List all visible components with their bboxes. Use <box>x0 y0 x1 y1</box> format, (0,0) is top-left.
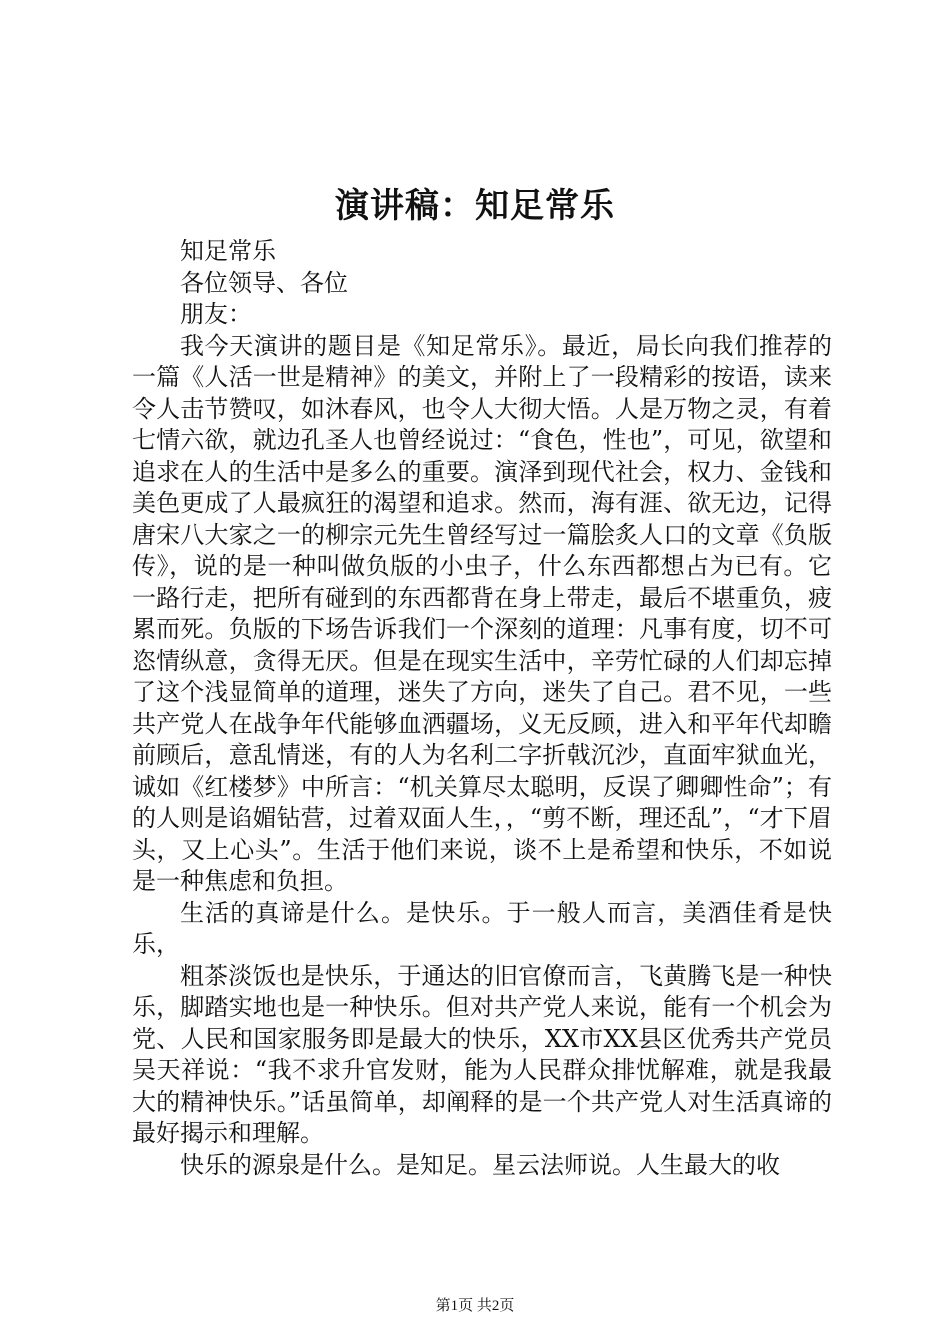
paragraph-source-of-joy: 快乐的源泉是什么。是知足。星云法师说。人生最大的收 <box>180 1150 780 1179</box>
paragraph-happiness: 粗茶淡饭也是快乐，于通达的旧官僚而言，飞黄腾飞是一种快乐，脚踏实地也是一种快乐。但对共产党人来说，能有一个机会为党、人民和国家服务即是最大的快乐，XX市XX县区优秀共产党员吴天祥说：“我不求升官发财，能为人民群众排忧解难，就是我最大的精神快乐。”话虽简单，却阐释的是一个共产党人对生活真谛的最好揭示和理解。 <box>132 961 832 1147</box>
document-title: 演讲稿：知足常乐 <box>335 186 615 226</box>
paragraph-salutation: 各位领导、各位 <box>180 268 348 297</box>
paragraph-heading: 知足常乐 <box>180 237 276 265</box>
page-number-footer: 第1页 共2页 <box>435 1298 515 1314</box>
paragraph-intro: 我今天演讲的题目是《知足常乐》。最近，局长向我们推荐的一篇《人活一世是精神》的美文，并附上了一段精彩的按语，读来令人击节赞叹，如沐春风，也令人大彻大悟。人是万物之灵，有着七情六欲，就边孔圣人也曾经说过：“食色，性也”，可见，欲望和追求在人的生活中是多么的重要。演泽到现代社会，权力、金钱和美色更成了人最疯狂的渴望和追求。然而，海有涯、欲无边，记得唐宋八大家之一的柳宗元先生曾经写过一篇脍炙人口的文章《负版传》，说的是一种叫做负版的小虫子，什么东西都想占为已有。它一路行走，把所有碰到的东西都背在身上带走，最后不堪重负，疲累而死。负版的下场告诉我们一个深刻的道理：凡事有度，切不可恣情纵意，贪得无厌。但是在现实生活中，辛劳忙碌的人们却忘掉了这个浅显简单的道理，迷失了方向，迷失了自己。君不见，一些共产党人在战争年代能够血洒疆场，义无反顾，进入和平年代却瞻前顾后，意乱情迷，有的人为名利二字折戟沉沙，直面牢狱血光，诚如《红楼梦》中所言：“机关算尽太聪明，反误了卿卿性命”；有的人则是谄媚钻营，过着双面人生，，“剪不断，理还乱”，“才下眉头，又上心头”。生活于他们来说，谈不上是希望和快乐，不如说是一种焦虑和负担。 <box>132 331 832 895</box>
paragraph-truth-of-life: 生活的真谛是什么。是快乐。于一般人而言，美酒佳肴是快乐， <box>132 898 832 958</box>
paragraph-salutation-cont: 朋友： <box>180 300 252 328</box>
document-body <box>132 236 832 1181</box>
